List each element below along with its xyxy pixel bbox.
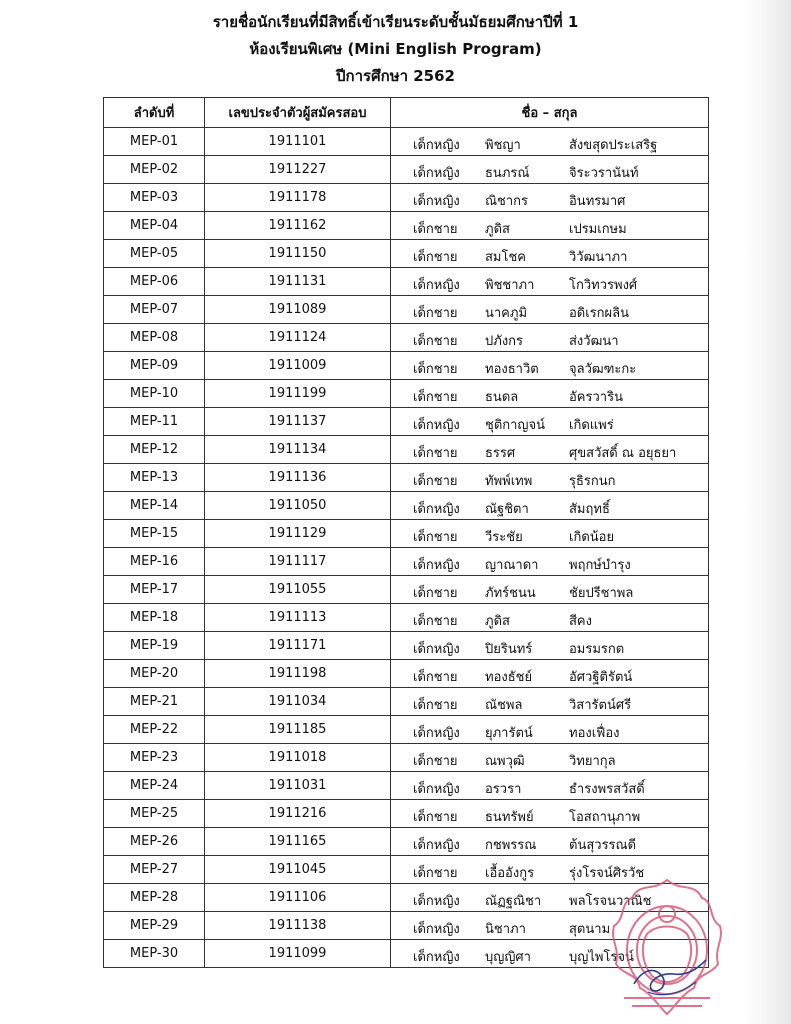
row-sequence: MEP-08 [104, 324, 205, 352]
name-title: เด็กหญิง [413, 418, 460, 433]
name-title: เด็กหญิง [413, 642, 460, 657]
applicant-id: 1911089 [205, 296, 391, 324]
row-sequence: MEP-25 [104, 800, 205, 828]
name-title: เด็กหญิง [413, 782, 460, 797]
applicant-id: 1911045 [205, 856, 391, 884]
last-name: สัมฤทธิ์ [569, 502, 610, 517]
table-row [104, 436, 709, 464]
row-sequence: MEP-06 [104, 268, 205, 296]
applicant-id: 1911178 [205, 184, 391, 212]
student-name-cell [391, 772, 709, 800]
student-name-cell [391, 604, 709, 632]
first-name: ทองธาวิต [485, 362, 539, 377]
row-sequence: MEP-13 [104, 464, 205, 492]
name-title: เด็กชาย [413, 390, 458, 405]
name-title: เด็กหญิง [413, 558, 460, 573]
first-name: สมโชค [485, 250, 527, 265]
student-name-cell [391, 828, 709, 856]
last-name: โอสถานุภาพ [569, 810, 641, 825]
first-name: ณัฐชิตา [485, 502, 529, 517]
row-sequence: MEP-01 [104, 128, 205, 156]
table-row [104, 296, 709, 324]
first-name: ปภังกร [485, 334, 524, 349]
first-name: กชพรรณ [485, 838, 537, 853]
table-row [104, 576, 709, 604]
first-name: ณัฏฐณิชา [485, 894, 542, 909]
first-name: บุญญิศา [485, 950, 531, 965]
table-row [104, 128, 709, 156]
row-sequence: MEP-17 [104, 576, 205, 604]
name-title: เด็กชาย [413, 334, 458, 349]
table-body [104, 128, 709, 968]
name-title: เด็กหญิง [413, 166, 460, 181]
applicant-id: 1911165 [205, 828, 391, 856]
first-name: ภัทร์ชนน [485, 586, 536, 601]
table-row [104, 828, 709, 856]
student-name-cell [391, 408, 709, 436]
student-name-cell [391, 548, 709, 576]
document-subtitle: ห้องเรียนพิเศษ (Mini English Program) [249, 40, 542, 58]
first-name: เอื้ออังกูร [485, 866, 535, 881]
first-name: ณพวุฒิ [485, 754, 525, 769]
student-name-cell [391, 212, 709, 240]
student-name-cell [391, 352, 709, 380]
name-title: เด็กชาย [413, 698, 458, 713]
table-row [104, 268, 709, 296]
student-name-cell [391, 520, 709, 548]
last-name: โกวิทวรพงศ์ [569, 278, 638, 293]
last-name: อดิเรกผลิน [569, 306, 630, 321]
table-row [104, 240, 709, 268]
column-header-name: ชื่อ – สกุล [391, 98, 709, 128]
name-title: เด็กชาย [413, 586, 458, 601]
row-sequence: MEP-14 [104, 492, 205, 520]
row-sequence: MEP-05 [104, 240, 205, 268]
table-row [104, 716, 709, 744]
name-title: เด็กชาย [413, 306, 458, 321]
applicant-id: 1911106 [205, 884, 391, 912]
applicant-id: 1911137 [205, 408, 391, 436]
row-sequence: MEP-23 [104, 744, 205, 772]
student-name-cell [391, 576, 709, 604]
official-seal-stamp [602, 872, 732, 1022]
first-name: อรวรา [485, 782, 522, 797]
first-name: ธนดล [485, 390, 519, 405]
first-name: ปิยรินทร์ [485, 642, 533, 657]
table-row [104, 380, 709, 408]
column-header-seq: ลำดับที่ [104, 98, 205, 128]
last-name: จิระวรานันท์ [569, 166, 639, 181]
applicant-id: 1911117 [205, 548, 391, 576]
first-name: ณิชากร [485, 194, 529, 209]
first-name: นิชาภา [485, 922, 526, 937]
table-row [104, 324, 709, 352]
student-roster-table [103, 97, 709, 968]
document-title: รายชื่อนักเรียนที่มีสิทธิ์เข้าเรียนระดับชั้นมัธยมศึกษาปีที่ 1 [212, 13, 579, 31]
name-title: เด็กหญิง [413, 894, 460, 909]
column-header-id: เลขประจำตัวผู้สมัครสอบ [205, 98, 391, 128]
applicant-id: 1911138 [205, 912, 391, 940]
applicant-id: 1911101 [205, 128, 391, 156]
last-name: วิวัฒนาภา [569, 250, 628, 265]
first-name: พิชชาภา [485, 278, 535, 293]
applicant-id: 1911050 [205, 492, 391, 520]
row-sequence: MEP-30 [104, 940, 205, 968]
table-row [104, 688, 709, 716]
row-sequence: MEP-21 [104, 688, 205, 716]
name-title: เด็กหญิง [413, 138, 460, 153]
table-row [104, 464, 709, 492]
student-name-cell [391, 128, 709, 156]
applicant-id: 1911216 [205, 800, 391, 828]
last-name: อมรมรกต [569, 642, 625, 657]
student-name-cell [391, 744, 709, 772]
student-name-cell [391, 324, 709, 352]
applicant-id: 1911199 [205, 380, 391, 408]
name-title: เด็กหญิง [413, 838, 460, 853]
table-row [104, 184, 709, 212]
last-name: อัครวาริน [569, 390, 623, 405]
last-name: วิสารัตน์ศรี [569, 698, 632, 713]
row-sequence: MEP-27 [104, 856, 205, 884]
first-name: ชุติกาญจน์ [485, 418, 546, 433]
table-row [104, 800, 709, 828]
row-sequence: MEP-11 [104, 408, 205, 436]
applicant-id: 1911136 [205, 464, 391, 492]
row-sequence: MEP-26 [104, 828, 205, 856]
last-name: อินทรมาศ [569, 194, 626, 209]
row-sequence: MEP-24 [104, 772, 205, 800]
first-name: ณัชพล [485, 698, 523, 713]
row-sequence: MEP-28 [104, 884, 205, 912]
row-sequence: MEP-16 [104, 548, 205, 576]
name-title: เด็กหญิง [413, 278, 460, 293]
applicant-id: 1911134 [205, 436, 391, 464]
applicant-id: 1911198 [205, 660, 391, 688]
student-name-cell [391, 240, 709, 268]
applicant-id: 1911129 [205, 520, 391, 548]
student-name-cell [391, 660, 709, 688]
name-title: เด็กชาย [413, 810, 458, 825]
applicant-id: 1911171 [205, 632, 391, 660]
row-sequence: MEP-07 [104, 296, 205, 324]
applicant-id: 1911150 [205, 240, 391, 268]
student-name-cell [391, 380, 709, 408]
student-name-cell [391, 268, 709, 296]
table-row [104, 156, 709, 184]
applicant-id: 1911185 [205, 716, 391, 744]
row-sequence: MEP-10 [104, 380, 205, 408]
student-name-cell [391, 492, 709, 520]
last-name: ทองเฟื่อง [569, 726, 620, 741]
applicant-id: 1911162 [205, 212, 391, 240]
first-name: ภูดิส [485, 222, 510, 237]
row-sequence: MEP-18 [104, 604, 205, 632]
name-title: เด็กชาย [413, 362, 458, 377]
row-sequence: MEP-22 [104, 716, 205, 744]
table-row [104, 548, 709, 576]
applicant-id: 1911034 [205, 688, 391, 716]
first-name: ธนทรัพย์ [485, 810, 534, 825]
last-name: สีคง [569, 614, 592, 629]
table-row [104, 212, 709, 240]
name-title: เด็กชาย [413, 530, 458, 545]
student-name-cell [391, 716, 709, 744]
applicant-id: 1911113 [205, 604, 391, 632]
last-name: รุธิรกนก [569, 474, 616, 489]
last-name: รุ่งโรจน์ศิรวัช [569, 866, 645, 881]
first-name: ยุภารัตน์ [485, 726, 533, 741]
name-title: เด็กหญิง [413, 502, 460, 517]
last-name: ศุขสวัสดิ์ ณ อยุธยา [569, 446, 677, 461]
name-title: เด็กหญิง [413, 726, 460, 741]
name-title: เด็กชาย [413, 754, 458, 769]
table-row [104, 632, 709, 660]
first-name: ทัพพ์เทพ [485, 474, 533, 489]
student-name-cell [391, 156, 709, 184]
student-name-cell [391, 464, 709, 492]
name-title: เด็กหญิง [413, 922, 460, 937]
last-name: พฤกษ์บำรุง [569, 558, 631, 573]
first-name: ธนภรณ์ [485, 166, 530, 181]
applicant-id: 1911131 [205, 268, 391, 296]
first-name: ญาณาดา [485, 558, 539, 573]
last-name: ชัยปรีชาพล [569, 586, 634, 601]
row-sequence: MEP-09 [104, 352, 205, 380]
table-row [104, 520, 709, 548]
table-row [104, 772, 709, 800]
student-name-cell [391, 800, 709, 828]
academic-year: ปีการศึกษา 2562 [336, 67, 455, 85]
first-name: วีระชัย [485, 530, 523, 545]
first-name: นาคภูมิ [485, 306, 528, 321]
applicant-id: 1911227 [205, 156, 391, 184]
last-name: เปรมเกษม [569, 222, 627, 237]
student-name-cell [391, 436, 709, 464]
student-name-cell [391, 632, 709, 660]
first-name: พิชญา [485, 138, 521, 153]
last-name: สุตนาม [569, 922, 611, 937]
table-header-row [104, 98, 709, 128]
student-name-cell [391, 296, 709, 324]
row-sequence: MEP-04 [104, 212, 205, 240]
row-sequence: MEP-15 [104, 520, 205, 548]
last-name: จุลวัฒฑะกะ [569, 362, 637, 377]
row-sequence: MEP-12 [104, 436, 205, 464]
table-row [104, 604, 709, 632]
table-row [104, 352, 709, 380]
name-title: เด็กชาย [413, 614, 458, 629]
row-sequence: MEP-20 [104, 660, 205, 688]
last-name: บุญไพโรจน์ [569, 950, 634, 965]
applicant-id: 1911099 [205, 940, 391, 968]
last-name: ธำรงพรสวัสดิ์ [569, 782, 645, 797]
first-name: ทองธัชย์ [485, 670, 533, 685]
name-title: เด็กชาย [413, 866, 458, 881]
last-name: ส่งวัฒนา [569, 334, 619, 349]
last-name: สังขสุดประเสริฐ [569, 138, 658, 153]
table-row [104, 744, 709, 772]
table-row [104, 408, 709, 436]
first-name: ธรรศ [485, 446, 516, 461]
row-sequence: MEP-19 [104, 632, 205, 660]
last-name: เกิดน้อย [569, 530, 615, 545]
name-title: เด็กชาย [413, 670, 458, 685]
row-sequence: MEP-02 [104, 156, 205, 184]
table-row [104, 660, 709, 688]
applicant-id: 1911124 [205, 324, 391, 352]
name-title: เด็กชาย [413, 250, 458, 265]
student-name-cell [391, 688, 709, 716]
last-name: วิทยากุล [569, 754, 616, 769]
name-title: เด็กชาย [413, 474, 458, 489]
page-shadow-edge [745, 0, 791, 1024]
last-name: พลโรจนวาณิช [569, 894, 652, 909]
name-title: เด็กชาย [413, 446, 458, 461]
applicant-id: 1911018 [205, 744, 391, 772]
last-name: อัศวฐิติรัตน์ [569, 670, 633, 685]
applicant-id: 1911055 [205, 576, 391, 604]
last-name: เกิดแพร่ [569, 418, 614, 433]
name-title: เด็กชาย [413, 222, 458, 237]
last-name: ต้นสุวรรณดี [569, 838, 637, 853]
applicant-id: 1911031 [205, 772, 391, 800]
row-sequence: MEP-29 [104, 912, 205, 940]
name-title: เด็กหญิง [413, 950, 460, 965]
student-name-cell [391, 184, 709, 212]
name-title: เด็กหญิง [413, 194, 460, 209]
row-sequence: MEP-03 [104, 184, 205, 212]
first-name: ภูดิส [485, 614, 510, 629]
applicant-id: 1911009 [205, 352, 391, 380]
table-row [104, 492, 709, 520]
